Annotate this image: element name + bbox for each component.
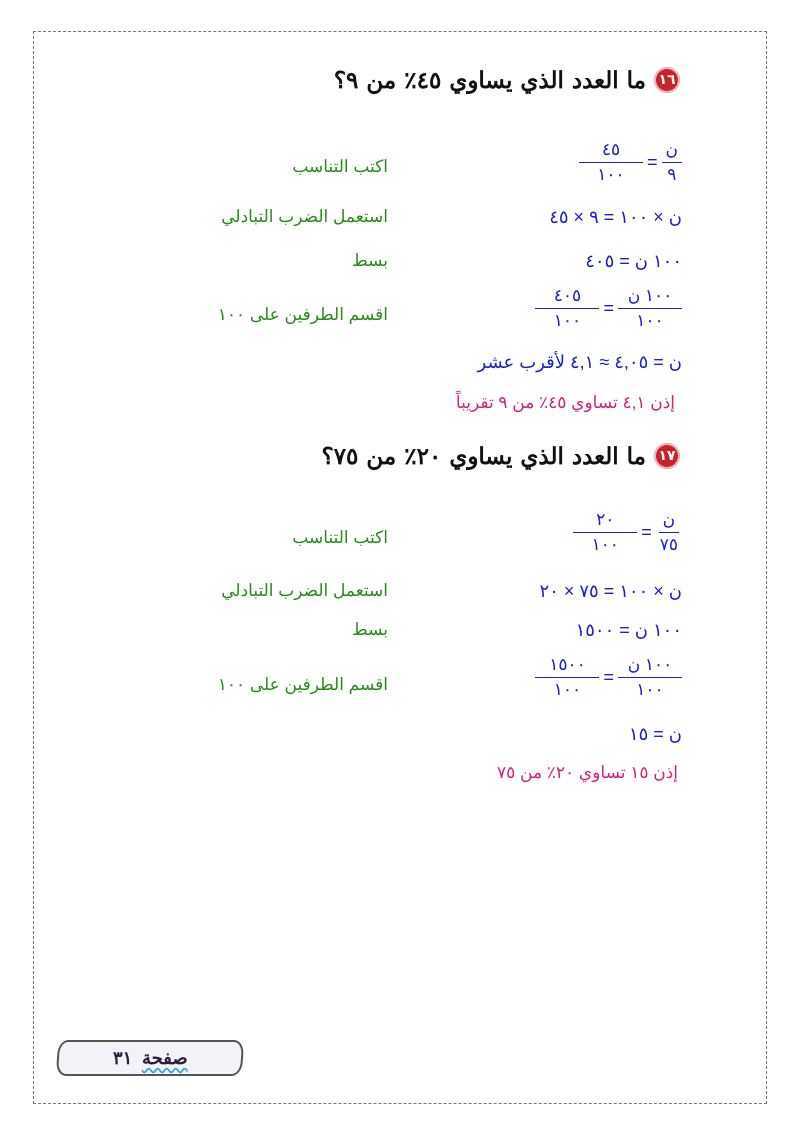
equals-sign: =	[641, 522, 652, 542]
question-number-badge: ١٧	[654, 443, 680, 469]
denominator: ١٠٠	[553, 311, 582, 330]
step-note: استعمل الضرب التبادلي	[221, 581, 388, 600]
denominator: ١٠٠	[597, 165, 625, 184]
question-title: ما العدد الذي يساوي ٢٠٪ من ٧٥؟	[321, 442, 646, 470]
fraction-right	[535, 286, 599, 331]
question-number-badge: ١٦	[654, 67, 680, 93]
denominator: ١٠٠	[636, 311, 664, 330]
simplify-equation: ١٠٠ ن = ١٥٠٠	[575, 620, 682, 640]
denominator: ١٠٠	[553, 680, 582, 699]
numerator: ١٠٠ ن	[618, 655, 682, 678]
step-note: اقسم الطرفين على ١٠٠	[217, 305, 388, 324]
numerator: ن	[659, 510, 679, 533]
denominator: ١٠٠	[591, 535, 619, 554]
numerator: ١٥٠٠	[535, 655, 599, 678]
fraction-left	[662, 140, 682, 185]
fraction-left	[656, 510, 682, 555]
page-number-box	[56, 1040, 245, 1076]
equals-sign: =	[647, 152, 658, 172]
step-note: بسط	[351, 251, 388, 270]
fraction-right	[535, 655, 599, 700]
page-border	[33, 31, 767, 1104]
fraction-left	[618, 286, 682, 331]
fraction-right	[573, 510, 637, 555]
divide-equation	[535, 286, 682, 331]
numerator: ن	[662, 140, 682, 163]
equals-sign: =	[603, 667, 614, 687]
question-title: ما العدد الذي يساوي ٤٥٪ من ٩؟	[333, 66, 646, 94]
question-16-heading	[334, 62, 680, 98]
equals-sign: =	[603, 298, 614, 318]
step-note: بسط	[351, 620, 388, 639]
divide-equation	[535, 655, 682, 700]
question-17-heading	[321, 438, 680, 474]
numerator: ٤٠٥	[535, 286, 599, 309]
result-equation: ن = ٤,٠٥ ≈ ٤,١ لأقرب عشر	[477, 352, 682, 372]
denominator: ١٠٠	[636, 680, 664, 699]
proportion-equation	[579, 140, 682, 185]
conclusion-text: إذن ٤,١ تساوي ٤٥٪ من ٩ تقريباً	[455, 393, 675, 412]
page-number: ٣١	[112, 1047, 132, 1069]
step-note: اكتب التناسب	[292, 528, 388, 547]
cross-multiply-equation: ن × ١٠٠ = ٧٥ × ٢٠	[539, 581, 682, 601]
conclusion-text: إذن ١٥ تساوي ٢٠٪ من ٧٥	[497, 763, 678, 782]
step-note: استعمل الضرب التبادلي	[221, 207, 388, 226]
fraction-right	[579, 140, 643, 185]
step-note: اكتب التناسب	[292, 157, 388, 176]
result-equation: ن = ١٥	[628, 724, 682, 744]
numerator: ١٠٠ ن	[618, 286, 682, 309]
numerator: ٤٥	[579, 140, 643, 163]
page-label: صفحة	[141, 1047, 188, 1069]
fraction-left	[618, 655, 682, 700]
denominator: ٩	[667, 165, 677, 184]
denominator: ٧٥	[659, 535, 678, 554]
numerator: ٢٠	[573, 510, 637, 533]
simplify-equation: ١٠٠ ن = ٤٠٥	[585, 251, 682, 271]
proportion-equation	[573, 510, 682, 555]
step-note: اقسم الطرفين على ١٠٠	[217, 675, 388, 694]
cross-multiply-equation: ن × ١٠٠ = ٩ × ٤٥	[549, 207, 682, 227]
